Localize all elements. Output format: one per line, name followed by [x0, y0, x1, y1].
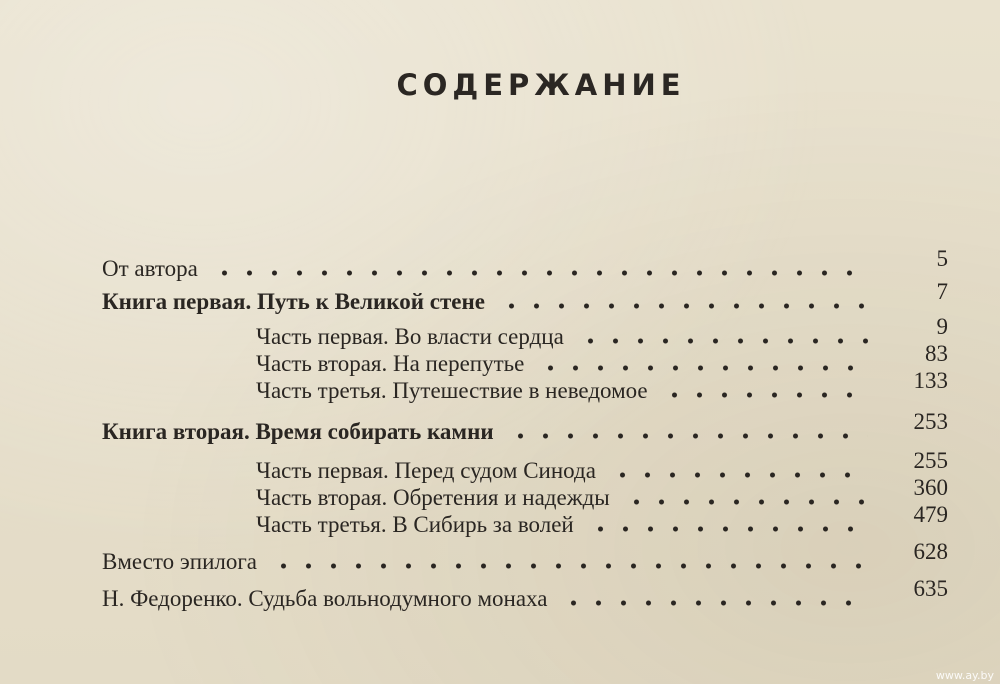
toc-entry-title: Часть третья. В Сибирь за волей	[256, 511, 574, 537]
dot-leader	[212, 270, 868, 276]
toc-entry-title: От автора	[102, 255, 198, 281]
dot-leader	[610, 472, 868, 478]
toc-entry	[0, 575, 1000, 614]
toc-entry	[0, 367, 1000, 406]
toc-entry-page: 253	[913, 408, 948, 434]
toc-entry-title: Книга вторая. Время собирать камни	[102, 418, 494, 444]
toc-entry-page: 360	[913, 474, 948, 500]
toc-entry-page: 255	[913, 447, 948, 473]
toc-entry	[0, 408, 1000, 447]
toc-entry-title: Часть первая. Во власти сердца	[256, 323, 564, 349]
dot-leader	[499, 303, 868, 309]
toc-entry-title: Н. Федоренко. Судьба вольнодумного монаха	[102, 585, 548, 611]
dot-leader	[271, 563, 868, 569]
dot-leader	[561, 600, 868, 606]
toc-entry-page: 9	[936, 313, 948, 339]
toc-entry-page: 479	[913, 501, 948, 527]
toc-entry	[0, 538, 1000, 577]
toc-entry	[0, 278, 1000, 317]
toc-entry	[0, 245, 1000, 284]
watermark: www.ay.by	[935, 669, 994, 682]
dot-leader	[538, 365, 868, 371]
dot-leader	[624, 499, 868, 505]
toc-entry-title: Часть вторая. На перепутье	[256, 350, 525, 376]
toc-entry-page: 628	[913, 538, 948, 564]
toc-entry-title: Часть третья. Путешествие в неведомое	[256, 377, 648, 403]
toc-entry-page: 635	[913, 575, 948, 601]
toc-entry-page: 7	[936, 278, 948, 304]
dot-leader	[662, 392, 868, 398]
toc-entry-title: Часть вторая. Обретения и надежды	[256, 484, 610, 510]
toc-entry-title: Вместо эпилога	[102, 548, 257, 574]
toc-entry-title: Часть первая. Перед судом Синода	[256, 457, 596, 483]
page-title: СОДЕРЖАНИЕ	[396, 68, 686, 102]
toc-entry-title: Книга первая. Путь к Великой стене	[102, 288, 485, 314]
toc-entry	[0, 501, 1000, 540]
toc-entry-page: 133	[913, 367, 948, 393]
dot-leader	[508, 433, 868, 439]
dot-leader	[578, 338, 868, 344]
dot-leader	[588, 526, 868, 532]
toc-entry-page: 5	[936, 245, 948, 271]
toc-entry-page: 83	[925, 340, 948, 366]
